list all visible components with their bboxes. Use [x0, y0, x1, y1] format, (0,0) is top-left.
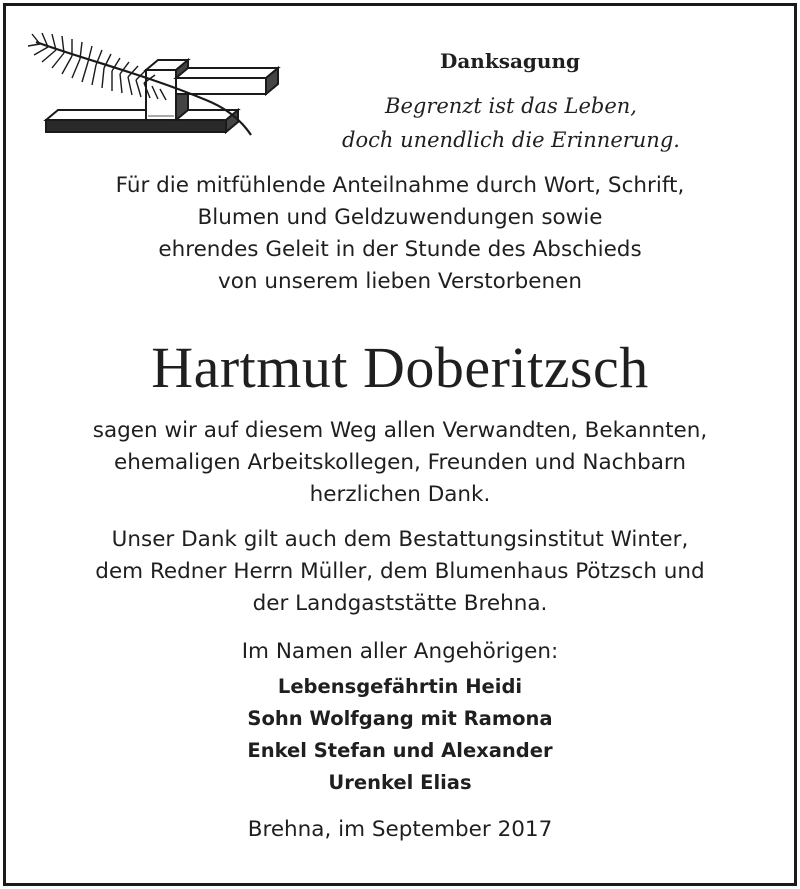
- cross-icon: [46, 60, 278, 132]
- thanks-line-3: herzlichen Dank.: [309, 482, 491, 507]
- intro-line-2: Blumen und Geldzuwendungen sowie: [197, 205, 603, 230]
- family-member-1: Lebensgefährtin Heidi: [277, 675, 523, 698]
- intro-line-1: Für die mitfühlende Anteilnahme durch Wort, Schrift,: [115, 173, 685, 198]
- intro-line-4: von unserem lieben Verstorbenen: [218, 269, 582, 294]
- signoff-intro: Im Namen aller Angehörigen:: [241, 639, 559, 664]
- thanks-line-1: sagen wir auf diesem Weg allen Verwandten, Bekannten,: [92, 418, 708, 443]
- verse-line-1: Begrenzt ist das Leben,: [385, 94, 637, 118]
- family-member-3: Enkel Stefan und Alexander: [247, 739, 553, 762]
- verse-line-2: doch unendlich die Erinnerung.: [342, 128, 680, 152]
- deceased-name: Hartmut Doberitzsch: [151, 335, 649, 400]
- place-date: Brehna, im September 2017: [247, 817, 553, 842]
- thanks-also-line-1: Unser Dank gilt auch dem Bestattungsinstitut Winter,: [111, 527, 689, 552]
- thanks-also-line-2: dem Redner Herrn Müller, dem Blumenhaus Pötzsch und: [95, 559, 705, 584]
- heading: Danksagung: [440, 49, 580, 73]
- family-member-4: Urenkel Elias: [328, 771, 472, 794]
- intro-line-3: ehrendes Geleit in der Stunde des Abschieds: [158, 237, 642, 262]
- thanks-line-2: ehemaligen Arbeitskollegen, Freunden und Nachbarn: [113, 450, 687, 475]
- cross-palm-emblem: [26, 30, 296, 145]
- family-member-2: Sohn Wolfgang mit Ramona: [247, 707, 553, 730]
- thanks-also-line-3: der Landgaststätte Brehna.: [252, 591, 548, 616]
